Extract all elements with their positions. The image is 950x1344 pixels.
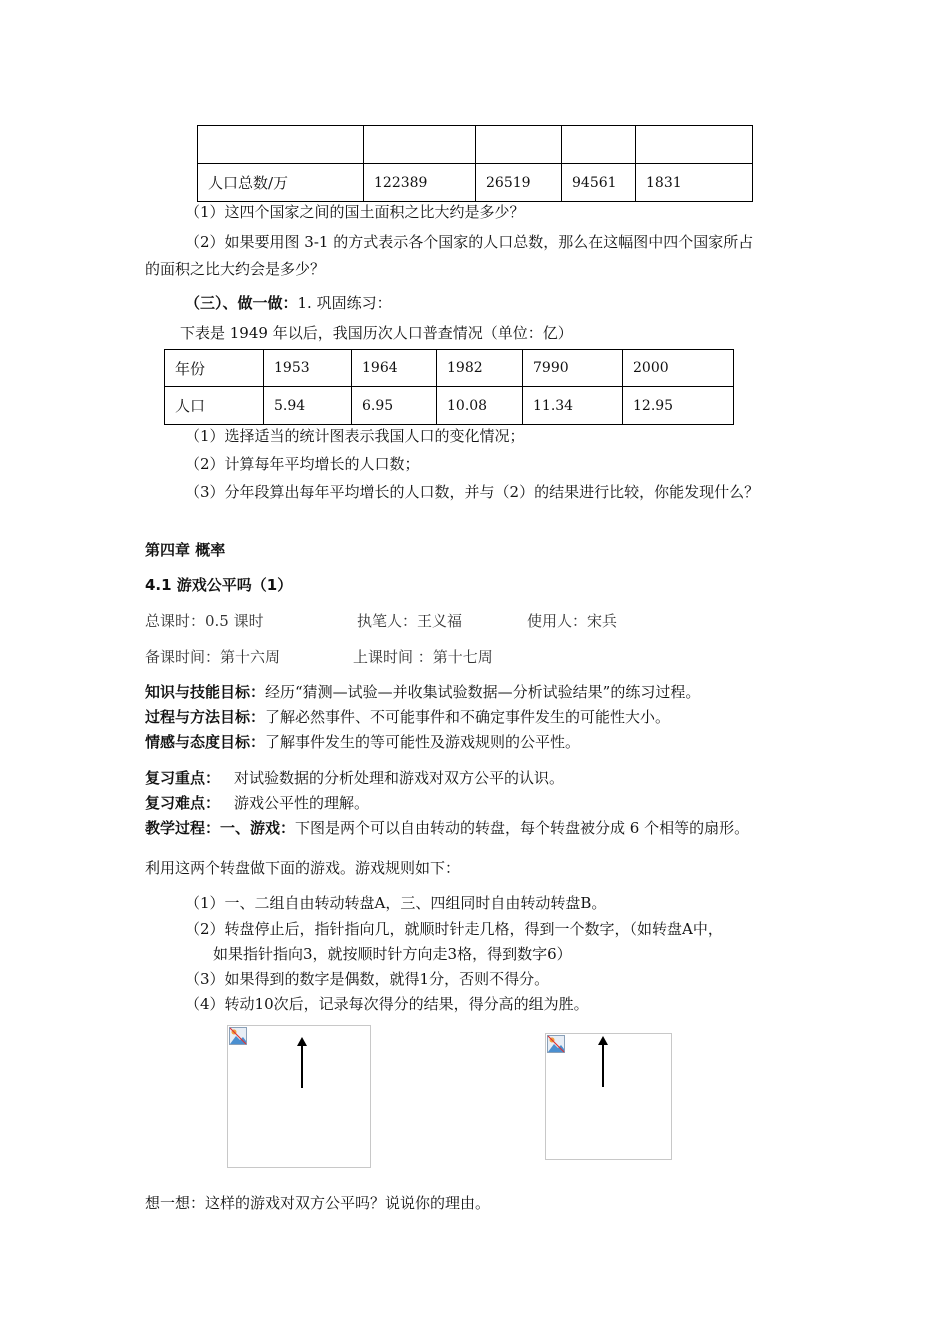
- table-cell: 122389: [364, 164, 476, 202]
- census-table: [164, 349, 734, 425]
- table-cell: 7990: [523, 350, 623, 387]
- country-data-table: [197, 125, 753, 202]
- goal-process: [145, 707, 670, 727]
- section-heading: [185, 293, 392, 313]
- review-difficulty: [145, 793, 369, 813]
- table-cell: 人口: [165, 387, 264, 425]
- goal-label: 过程与方法目标：: [145, 708, 266, 726]
- table-cell: 5.94: [264, 387, 352, 425]
- lesson-title: 4.1 游戏公平吗（1）: [145, 576, 293, 594]
- rule-3: （3）如果得到的数字是偶数，就得1分，否则不得分。: [185, 970, 550, 988]
- process-label: 教学过程：: [145, 819, 221, 837]
- chapter-title: 第四章 概率: [145, 541, 226, 559]
- table-cell: 1953: [264, 350, 352, 387]
- table-cell: 1964: [352, 350, 437, 387]
- question-population-line2: 的面积之比大约会是多少？: [145, 260, 326, 278]
- review-label: 复习重点：: [145, 769, 221, 787]
- table-cell: 26519: [476, 164, 562, 202]
- spinner-a-pointer: [296, 1037, 308, 1089]
- table-cell: [476, 126, 562, 164]
- broken-image-icon: [229, 1027, 247, 1045]
- exercise-3: （3）分年段算出每年平均增长的人口数，并与（2）的结果进行比较，你能发现什么？: [185, 483, 760, 501]
- table2-intro: 下表是 1949 年以后，我国历次人口普查情况（单位：亿）: [180, 324, 573, 342]
- table-cell: 1982: [437, 350, 523, 387]
- table-cell: [636, 126, 753, 164]
- goal-text: 经历“猜测—试验—并收集试验数据—分析试验结果”的练习过程。: [265, 683, 701, 701]
- table-cell: [198, 126, 364, 164]
- goal-knowledge: [145, 682, 700, 702]
- review-text: 游戏公平性的理解。: [234, 794, 370, 812]
- table-cell: 10.08: [437, 387, 523, 425]
- section-subtitle: 1. 巩固练习：: [297, 294, 392, 312]
- goal-label: 知识与技能目标：: [145, 683, 266, 701]
- question-area: （1）这四个国家之间的国土面积之比大约是多少？: [185, 203, 525, 221]
- meta-total-hours: 总课时：0.5 课时: [145, 612, 264, 630]
- table-cell: 2000: [623, 350, 734, 387]
- meta-prep-time: 备课时间：第十六周: [145, 648, 281, 666]
- meta-writer: 执笔人：王义福: [357, 612, 463, 630]
- process-sub: 一、游戏：: [220, 819, 296, 837]
- table-cell: [562, 126, 636, 164]
- table-cell: 11.34: [523, 387, 623, 425]
- spinner-b-pointer: [597, 1036, 609, 1088]
- meta-class-time: 上课时间 ：第十七周: [353, 648, 493, 666]
- table-cell: 12.95: [623, 387, 734, 425]
- section-title: （三）、做一做：: [185, 294, 298, 312]
- rule-2: （2）转盘停止后，指针指向几，就顺时针走几格，得到一个数字，（如转盘A中，: [185, 920, 723, 938]
- table-cell: 94561: [562, 164, 636, 202]
- think-question: 想一想：这样的游戏对双方公平吗？说说你的理由。: [145, 1194, 491, 1212]
- meta-user: 使用人：宋兵: [527, 612, 618, 630]
- exercise-2: （2）计算每年平均增长的人口数；: [185, 455, 420, 473]
- table-row: [165, 387, 734, 425]
- goal-text: 了解必然事件、不可能事件和不确定事件发生的可能性大小。: [265, 708, 671, 726]
- review-label: 复习难点：: [145, 794, 221, 812]
- question-population-line1: （2）如果要用图 3-1 的方式表示各个国家的人口总数，那么在这幅图中四个国家所占: [185, 233, 754, 251]
- rule-2-cont: 如果指针指向3，就按顺时针方向走3格，得到数字6）: [213, 945, 572, 963]
- review-focus: [145, 768, 564, 788]
- table-row: [198, 164, 753, 202]
- rule-1: （1）一、二组自由转动转盘A，三、四组同时自由转动转盘B。: [185, 894, 607, 912]
- table-row: [165, 350, 734, 387]
- table-cell: 6.95: [352, 387, 437, 425]
- goal-label: 情感与态度目标：: [145, 733, 266, 751]
- process-text: 下图是两个可以自由转动的转盘，每个转盘被分成 6 个相等的扇形。: [295, 819, 750, 837]
- game-intro: 利用这两个转盘做下面的游戏。游戏规则如下：: [145, 859, 461, 877]
- table-row: [198, 126, 753, 164]
- table-cell: [364, 126, 476, 164]
- broken-image-icon: [547, 1035, 565, 1053]
- goal-text: 了解事件发生的等可能性及游戏规则的公平性。: [265, 733, 581, 751]
- exercise-1: （1）选择适当的统计图表示我国人口的变化情况；: [185, 427, 525, 445]
- review-text: 对试验数据的分析处理和游戏对双方公平的认识。: [234, 769, 565, 787]
- teaching-process: [145, 818, 749, 838]
- table-cell: 年份: [165, 350, 264, 387]
- table-cell: 人口总数/万: [198, 164, 364, 202]
- goal-attitude: [145, 732, 580, 752]
- rule-4: （4）转动10次后，记录每次得分的结果，得分高的组为胜。: [185, 995, 589, 1013]
- table-cell: 1831: [636, 164, 753, 202]
